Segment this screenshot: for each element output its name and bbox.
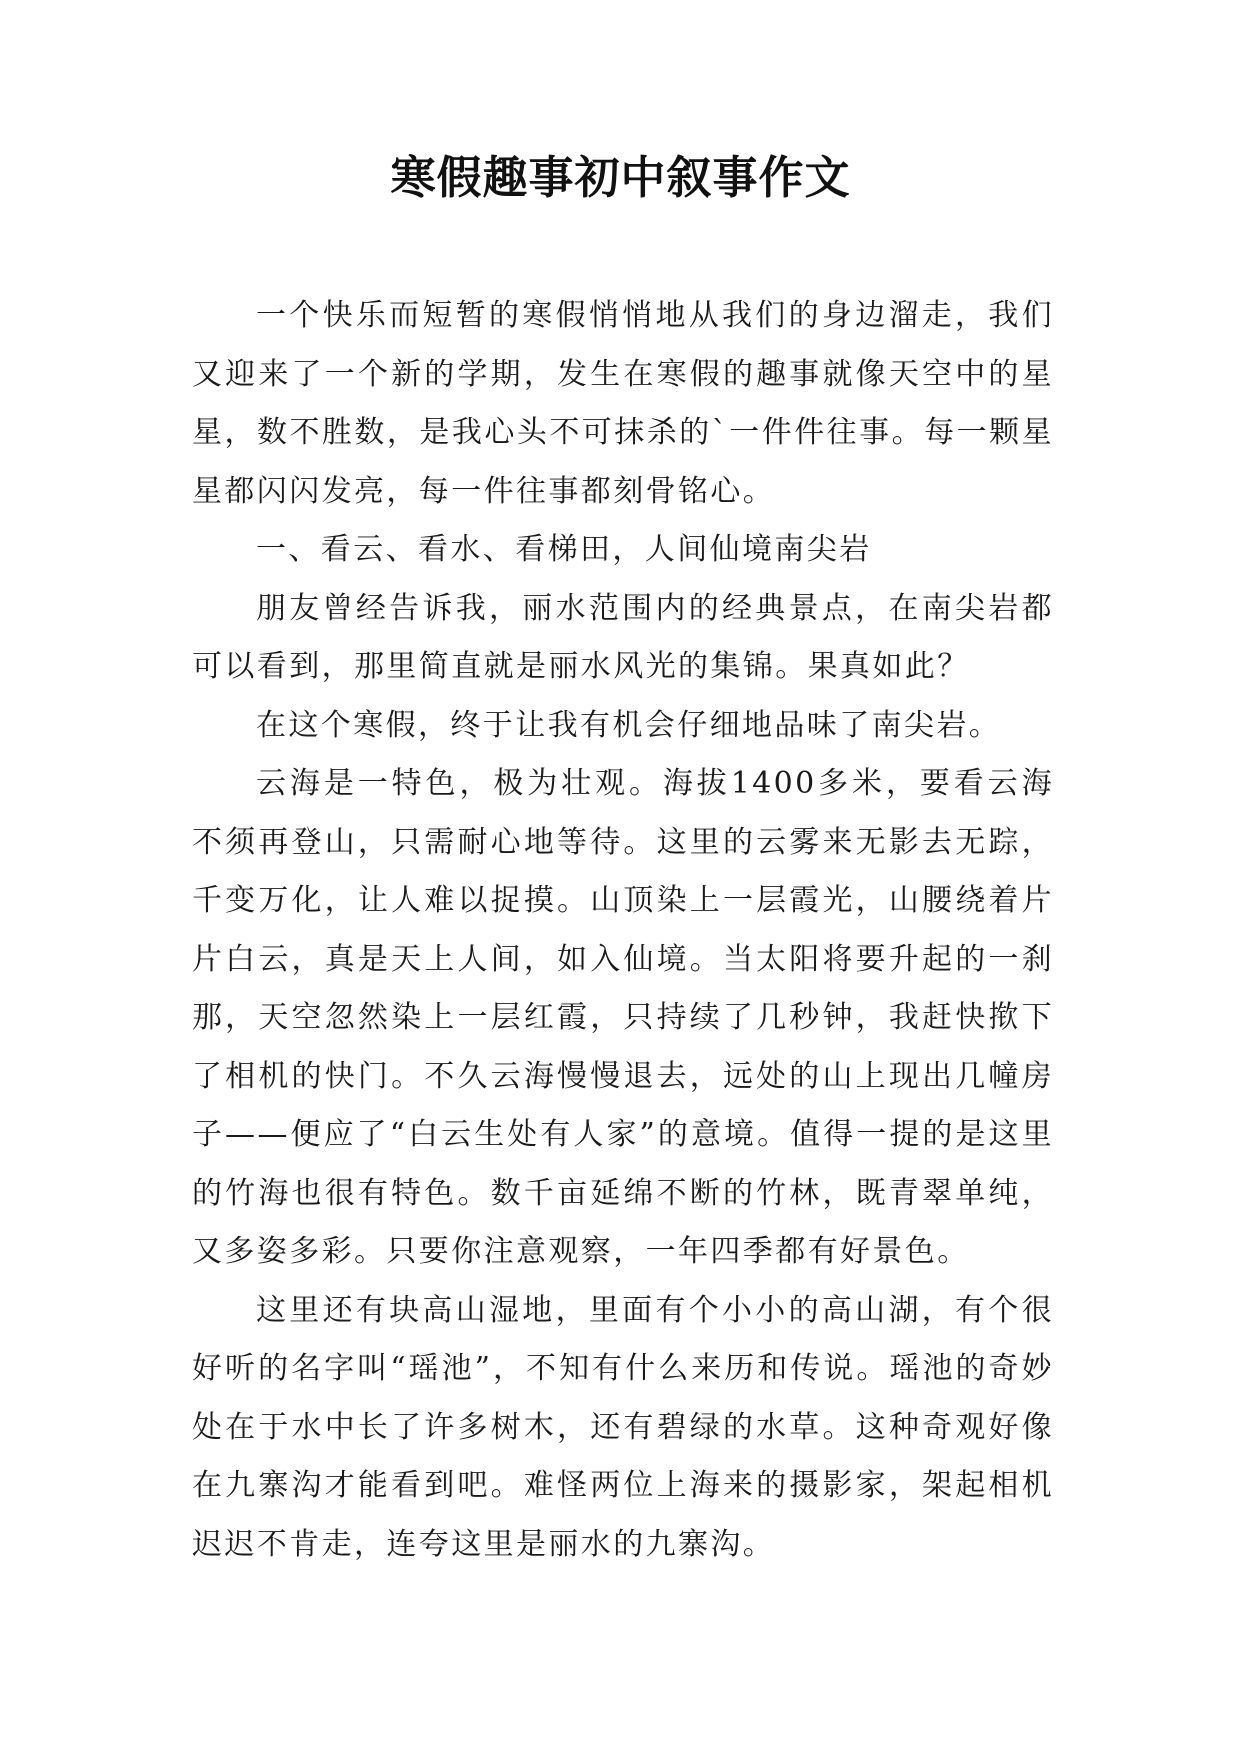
paragraph-yaochi: 这里还有块高山湿地，里面有个小小的高山湖，有个很好听的名字叫“瑶池”，不知有什么来历和传说。瑶池的奇妙处在于水中长了许多树木，还有碧绿的水草。这种奇观好像在九寨沟才能看到吧。难怪两位上海来的摄影家，架起相机迟迟不肯走，连夸这里是丽水的九寨沟。 xyxy=(192,1292,1054,1562)
document-body xyxy=(192,287,1054,1574)
document-title: 寒假趣事初中叙事作文 xyxy=(390,151,851,204)
paragraph-cloud-sea: 云海是一特色，极为壮观。海拔1400多米，要看云海不须再登山，只需耐心地等待。这里的云雾来无影去无踪，千变万化，让人难以捉摸。山顶染上一层霞光，山腰绕着片片白云，真是天上人间，如入仙境。当太阳将要升起的一刹那，天空忽然染上一层红霞，只持续了几秒钟，我赶快揿下了相机的快门。不久云海慢慢退去，远处的山上现出几幢房子——便应了“白云生处有人家”的意境。值得一提的是这里的竹海也很有特色。数千亩延绵不断的竹林，既青翠单纯，又多姿多彩。只要你注意观察，一年四季都有好景色。 xyxy=(192,766,1054,1269)
section-heading: 一、看云、看水、看梯田，人间仙境南尖岩 xyxy=(256,532,872,567)
paragraph-intro: 一个快乐而短暂的寒假悄悄地从我们的身边溜走，我们又迎来了一个新的学期，发生在寒假的趣事就像天空中的星星，数不胜数，是我心头不可抹杀的`一件件往事。每一颗星星都闪闪发亮，每一件往事都刻骨铭心。 xyxy=(192,298,1054,509)
paragraph-winter-break: 在这个寒假，终于让我有机会仔细地品味了南尖岩。 xyxy=(256,707,1002,743)
paragraph-friend: 朋友曾经告诉我，丽水范围内的经典景点，在南尖岩都可以看到，那里简直就是丽水风光的集锦。果真如此？ xyxy=(192,590,1054,684)
